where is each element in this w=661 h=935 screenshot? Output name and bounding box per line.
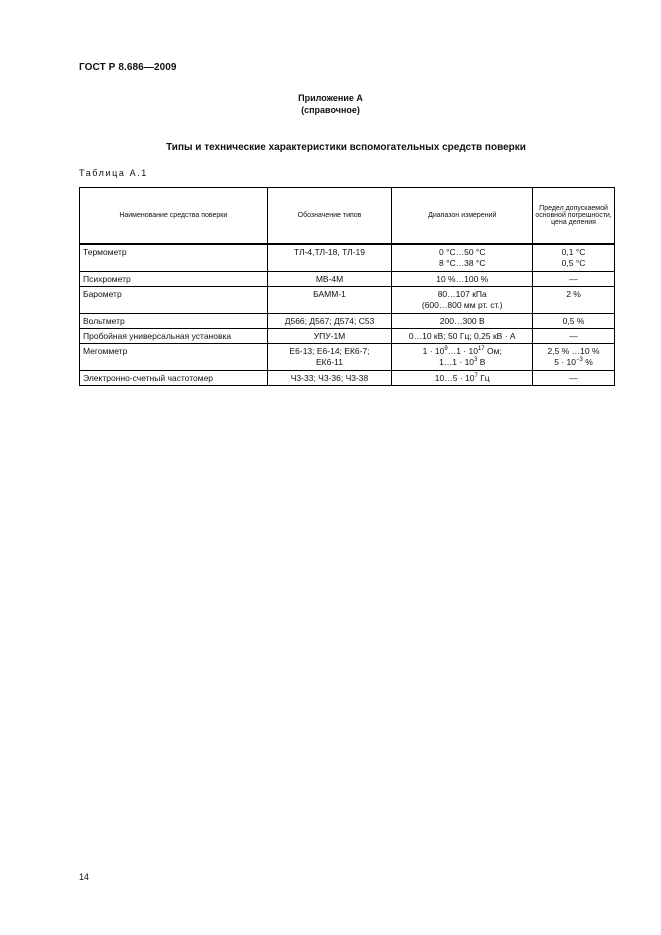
cell-error: 2 %: [533, 287, 615, 314]
table-row: [80, 287, 615, 314]
cell-range: 10 %…100 %: [392, 272, 533, 287]
section-title: Типы и технические характеристики вспомогательных средств поверки: [166, 142, 526, 153]
cell-types: Ч3-33; Ч3-36; Ч3-38: [267, 371, 392, 386]
cell-range: 0…10 кВ; 50 Гц; 0,25 кВ · А: [392, 329, 533, 344]
table-caption: Таблица А.1: [79, 168, 148, 178]
table-row: [80, 329, 615, 344]
cell-range: [392, 344, 533, 371]
range-line: 80…107 кПа: [437, 289, 487, 299]
range-line: 0 °С…50 °С: [438, 247, 486, 257]
cell-types: БАММ-1: [267, 287, 392, 314]
cell-types: [267, 344, 392, 371]
cell-error: [533, 244, 615, 272]
error-line: 2,5 % …10 %: [547, 346, 600, 356]
header-range: Диапазон измерений: [392, 188, 533, 245]
cell-types: УПУ-1М: [267, 329, 392, 344]
page-number: 14: [79, 872, 90, 882]
cell-range: [392, 244, 533, 272]
cell-name: Вольтметр: [80, 314, 268, 329]
cell-range: 200…300 В: [392, 314, 533, 329]
header-error: Предел допускаемой основной погрешности, цена деления: [533, 188, 615, 245]
error-line: 0,5 °С: [561, 258, 586, 268]
cell-types: МВ-4М: [267, 272, 392, 287]
cell-name: Мегомметр: [80, 344, 268, 371]
cell-error: —: [533, 272, 615, 287]
cell-range: 10…5 · $10^7$ Гц: [392, 371, 533, 386]
cell-name: Электронно-счетный частотомер: [80, 371, 268, 386]
cell-error: —: [533, 329, 615, 344]
cell-range: [392, 287, 533, 314]
table-row: [80, 244, 615, 272]
cell-name: Термометр: [80, 244, 268, 272]
cell-error: 0,5 %: [533, 314, 615, 329]
error-line: 0,1 °С: [561, 247, 586, 257]
header-types: Обозначение типов: [267, 188, 392, 245]
table-header-row: [80, 188, 615, 245]
cell-types: ТЛ-4,ТЛ-18, ТЛ-19: [267, 244, 392, 272]
range-line: $1 \cdot 10^9\dots 1 \cdot 10^{17}$ Ом;: [422, 346, 502, 356]
cell-error: —: [533, 371, 615, 386]
range-line: 1…1 · $10^3$ В: [439, 357, 486, 367]
cell-name: Пробойная универсальная установка: [80, 329, 268, 344]
table-row: [80, 371, 615, 386]
instruments-table: [79, 187, 615, 386]
appendix-note: (справочное): [301, 105, 360, 115]
range-line: 8 °С…38 °С: [438, 258, 486, 268]
table-row: [80, 344, 615, 371]
header-name: Наименование средства поверки: [80, 188, 268, 245]
cell-name: Психрометр: [80, 272, 268, 287]
range-line: (600…800 мм рт. ст.): [421, 300, 503, 310]
types-line: Е6-13; Е6-14; ЕК6-7;: [289, 346, 370, 356]
table-row: [80, 314, 615, 329]
cell-types: Д566; Д567; Д574; С53: [267, 314, 392, 329]
standard-header: ГОСТ Р 8.686—2009: [79, 62, 177, 73]
table-row: [80, 272, 615, 287]
cell-error: [533, 344, 615, 371]
error-line: $5 \cdot 10^{-3}$ %: [554, 357, 593, 367]
types-line: ЕК6-11: [316, 357, 344, 367]
appendix-title: Приложение А: [298, 93, 363, 103]
cell-name: Барометр: [80, 287, 268, 314]
